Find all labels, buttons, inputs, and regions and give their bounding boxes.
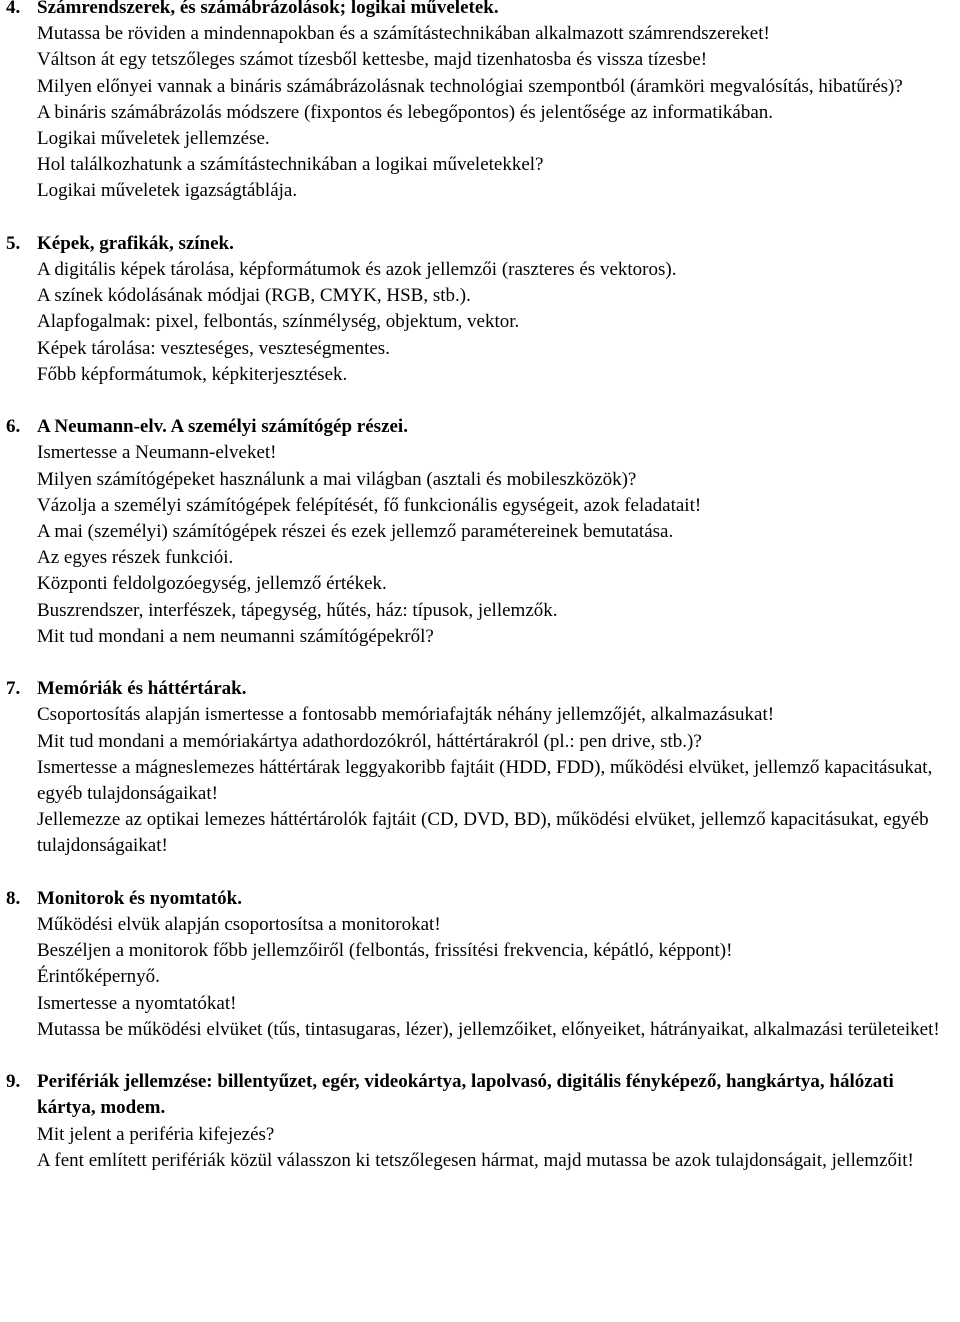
section-line: A bináris számábrázolás módszere (fixpontos és lebegőpontos) és jelentősége az informatikában. (37, 101, 774, 123)
section-number: 8. (6, 887, 21, 909)
section-line: Csoportosítás alapján ismertesse a fontosabb memóriafajták néhány jellemzőjét, alkalmazásukat! (37, 704, 775, 726)
section-line: A színek kódolásának módjai (RGB, CMYK, HSB, stb.). (37, 285, 471, 307)
section-line: A mai (személyi) számítógépek részei és ezek jellemző paramétereinek bemutatása. (37, 521, 674, 543)
section-line: Jellemezze az optikai lemezes háttértárolók fajtáit (CD, DVD, BD), működési elvüket, jellemző kapacitásukat, egyéb tulajdonságaikat! (37, 809, 929, 857)
section-title: Perifériák jellemzése: billentyűzet, egér, videokártya, lapolvasó, digitális fényképező, hangkártya, hálózati kártya, modem. (37, 1071, 894, 1119)
section-7 (0, 676, 960, 859)
section-line: Képek tárolása: veszteséges, veszteségmentes. (37, 337, 390, 359)
section-title: A Neumann-elv. A személyi számítógép részei. (37, 416, 408, 438)
section-line: Váltson át egy tetszőleges számot tízesből kettesbe, majd tizenhatosba és vissza tízesbe! (37, 49, 708, 71)
section-line: Hol találkozhatunk a számítástechnikában a logikai műveletekkel? (37, 154, 544, 176)
section-number: 4. (6, 0, 21, 18)
section-line: Ismertesse a nyomtatókat! (37, 992, 237, 1014)
section-line: Az egyes részek funkciói. (37, 547, 234, 569)
section-6 (0, 414, 960, 650)
section-4 (0, 0, 960, 205)
section-number: 5. (6, 232, 21, 254)
section-9 (0, 1069, 960, 1174)
section-line: Beszéljen a monitorok főbb jellemzőiről (felbontás, frissítési frekvencia, képátló, képpont)! (37, 940, 733, 962)
section-line: Ismertesse a Neumann-elveket! (37, 442, 277, 464)
section-line: Mit jelent a periféria kifejezés? (37, 1123, 275, 1145)
section-line: Mutassa be működési elvüket (tűs, tintasugaras, lézer), jellemzőiket, előnyeiket, hátrányaikat, alkalmazási területeiket! (37, 1018, 940, 1040)
section-number: 7. (6, 678, 21, 700)
section-line: Logikai műveletek igazságtáblája. (37, 180, 298, 202)
section-title: Számrendszerek, és számábrázolások; logikai műveletek. (37, 0, 499, 18)
section-line: Alapfogalmak: pixel, felbontás, színmélység, objektum, vektor. (37, 311, 520, 333)
section-8 (0, 886, 960, 1043)
section-line: Érintőképernyő. (37, 966, 160, 988)
section-line: Vázolja a személyi számítógépek felépítését, fő funkcionális egységeit, azok feladatait! (37, 494, 702, 516)
section-line: Működési elvük alapján csoportosítsa a monitorokat! (37, 914, 441, 936)
section-line: Központi feldolgozóegység, jellemző értékek. (37, 573, 387, 595)
section-line: A digitális képek tárolása, képformátumok és azok jellemzői (raszteres és vektoros). (37, 259, 677, 281)
section-line: Logikai műveletek jellemzése. (37, 128, 270, 150)
section-line: Mit tud mondani a nem neumanni számítógépekről? (37, 625, 434, 647)
section-line: Főbb képformátumok, képkiterjesztések. (37, 363, 348, 385)
section-line: Mit tud mondani a memóriakártya adathordozókról, háttértárakról (pl.: pen drive, stb.)? (37, 730, 702, 752)
section-5 (0, 231, 960, 388)
section-line: Milyen számítógépeket használunk a mai világban (asztali és mobileszközök)? (37, 468, 637, 490)
section-line: A fent említett perifériák közül válasszon ki tetszőlegesen hármat, majd mutassa be azok tulajdonságait, jellemzőit! (37, 1149, 914, 1171)
section-number: 9. (6, 1071, 21, 1093)
section-line: Mutassa be röviden a mindennapokban és a számítástechnikában alkalmazott számrendszereket! (37, 23, 770, 45)
section-title: Monitorok és nyomtatók. (37, 887, 242, 909)
section-line: Ismertesse a mágneslemezes háttértárak leggyakoribb fajtáit (HDD, FDD), működési elvüket, jellemző kapacitásukat, egyéb tulajdonságaikat! (37, 756, 933, 805)
section-title: Memóriák és háttértárak. (37, 678, 247, 700)
section-title: Képek, grafikák, színek. (37, 232, 234, 254)
section-line: Milyen előnyei vannak a bináris számábrázolásnak technológiai szempontból (áramköri megvalósítás, hibatűrés)? (37, 75, 903, 97)
section-number: 6. (6, 416, 21, 438)
section-line: Buszrendszer, interfészek, tápegység, hűtés, ház: típusok, jellemzők. (37, 599, 558, 621)
